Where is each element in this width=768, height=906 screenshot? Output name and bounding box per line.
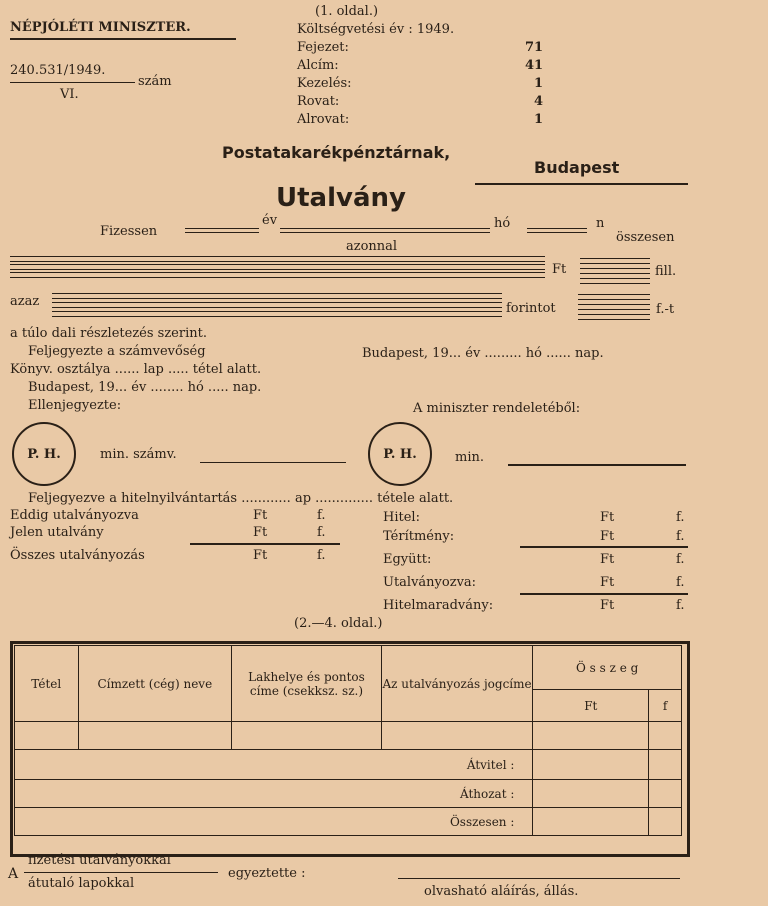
col-jogcim: Az utalványozás jogcíme: [381, 646, 533, 722]
footer-divider: [24, 872, 218, 873]
value-kezeles: 1: [534, 76, 544, 91]
ref-label: szám: [138, 74, 172, 89]
amount-line-3: [10, 272, 545, 278]
eddig-f: f.: [317, 508, 326, 523]
page-ref: (2.—4. oldal.): [294, 616, 383, 631]
hitelmaradvany-ft: Ft: [600, 598, 615, 613]
azaz-line-3: [52, 311, 502, 317]
feljegyezve-text: Feljegyezve a hitelnyilvántartás ............ ap .............. tétele alatt.: [28, 491, 454, 506]
footer-egyeztette: egyeztette :: [228, 866, 306, 881]
athozat-ft: [533, 780, 649, 808]
osszesen-f: [649, 808, 682, 836]
osszes-ft: Ft: [253, 548, 268, 563]
row-cimzett-cell: [78, 722, 232, 750]
value-fejezet: 71: [525, 40, 544, 55]
ft-line-2: [578, 304, 650, 310]
teritmeny-ft: Ft: [600, 529, 615, 544]
right-min-label: min.: [455, 450, 484, 465]
city: Budapest: [534, 158, 620, 177]
ho-label: hó: [494, 216, 511, 231]
items-table: [14, 645, 682, 836]
row-jogcim-cell: [381, 722, 533, 750]
amount-line-1: [10, 256, 545, 262]
right-sum-line: [520, 546, 688, 548]
right-sum-line-2: [520, 593, 688, 595]
addressee: Postatakarékpénztárnak,: [222, 143, 451, 162]
atvitel-label: Átvitel :: [15, 750, 533, 780]
value-rovat: 4: [534, 94, 544, 109]
rendelet-text: A miniszter rendeletéből:: [413, 401, 581, 416]
hitel-label: Hitel:: [383, 510, 420, 525]
ministry-title: NÉPJÓLÉTI MINISZTER.: [10, 20, 191, 35]
row-kezeles: Kezelés:: [297, 76, 352, 91]
left-sum-line: [190, 543, 340, 545]
fizessen-blank-3: [527, 228, 587, 233]
konyv-text: Könyv. osztálya ...... lap ..... tétel alatt.: [10, 362, 262, 377]
col-f: f: [649, 690, 682, 722]
jelen-f: f.: [317, 525, 326, 540]
egyutt-f: f.: [676, 552, 685, 567]
row-ft-cell: [533, 722, 649, 750]
azaz-line-2: [52, 302, 502, 308]
azonnal-label: azonnal: [346, 239, 398, 254]
document-title: Utalvány: [276, 183, 406, 213]
left-date-text: Budapest, 19... év ........ hó ..... nap.: [28, 380, 262, 395]
row-f-cell: [649, 722, 682, 750]
fizessen-label: Fizessen: [100, 224, 158, 239]
ellenjegyezte-text: Ellenjegyezte:: [28, 398, 122, 413]
ft2-label: f.-t: [656, 302, 675, 317]
min-szamv-blank: [200, 462, 346, 463]
left-seal-circle: [12, 422, 76, 486]
right-seal-circle: [368, 422, 432, 486]
ref-sub: VI.: [60, 87, 79, 102]
col-tetel: Tétel: [15, 646, 79, 722]
osszesen-label-row: Összesen :: [15, 808, 533, 836]
footer-a: A: [8, 866, 19, 882]
row-fejezet: Fejezet:: [297, 40, 349, 55]
osszes-label: Összes utalványozás: [10, 548, 145, 563]
right-seal-label: P. H.: [383, 446, 417, 462]
row-alrovat: Alrovat:: [297, 112, 350, 127]
osszesen-label: összesen: [616, 230, 675, 245]
right-date-text: Budapest, 19... év ......... hó ...... nap.: [362, 346, 604, 361]
utalvanyozva-f: f.: [676, 575, 685, 590]
ref-divider: [10, 82, 135, 83]
egyutt-label: Együtt:: [383, 552, 432, 567]
signature-blank: [398, 878, 680, 879]
value-alrovat: 1: [534, 112, 544, 127]
hitelmaradvany-f: f.: [676, 598, 685, 613]
forintot-label: forintot: [506, 301, 556, 316]
fill-line-3: [580, 278, 650, 284]
amount-line-2: [10, 264, 545, 270]
footer-line1: fizetési utalványokkal: [28, 853, 171, 868]
atvitel-ft: [533, 750, 649, 780]
fizessen-blank-2: [280, 228, 490, 233]
hitel-f: f.: [676, 510, 685, 525]
jelen-label: Jelen utalvány: [10, 525, 104, 540]
row-lakhely-cell: [232, 722, 382, 750]
footer-line2: átutaló lapokkal: [28, 876, 135, 891]
left-seal-label: P. H.: [27, 446, 61, 462]
athozat-label: Áthozat :: [15, 780, 533, 808]
col-ft: Ft: [533, 690, 649, 722]
ft-line-1: [578, 294, 650, 300]
ref-number: 240.531/1949.: [10, 63, 106, 78]
col-osszeg: Ö s s z e g: [533, 646, 682, 690]
teritmeny-label: Térítmény:: [383, 529, 455, 544]
ft-label: Ft: [552, 262, 567, 277]
osszes-f: f.: [317, 548, 326, 563]
col-cimzett: Címzett (cég) neve: [78, 646, 232, 722]
fill-line-2: [580, 268, 650, 274]
eddig-label: Eddig utalványozva: [10, 508, 139, 523]
utalvanyozva-ft: Ft: [600, 575, 615, 590]
col-lakhely: Lakhelye és pontos címe (csekksz. sz.): [232, 646, 382, 722]
min-szamv-label: min. számv.: [100, 447, 177, 462]
value-alcim: 41: [525, 58, 544, 73]
city-underline: [475, 183, 688, 185]
fill-line-1: [580, 258, 650, 264]
athozat-f: [649, 780, 682, 808]
budget-year: Költségvetési év : 1949.: [297, 22, 455, 37]
hitel-ft: Ft: [600, 510, 615, 525]
azaz-line-1: [52, 293, 502, 299]
jelen-ft: Ft: [253, 525, 268, 540]
right-min-blank: [508, 464, 686, 466]
n-label: n: [596, 216, 605, 231]
fill-label: fill.: [655, 264, 677, 279]
hitelmaradvany-label: Hitelmaradvány:: [383, 598, 494, 613]
osszesen-ft: [533, 808, 649, 836]
fizessen-blank-1: [185, 228, 259, 233]
row-alcim: Alcím:: [297, 58, 339, 73]
teritmeny-f: f.: [676, 529, 685, 544]
reszletezes-text: a túlo dali részletezés szerint.: [10, 326, 207, 341]
azaz-label: azaz: [10, 294, 40, 309]
atvitel-f: [649, 750, 682, 780]
page-note: (1. oldal.): [315, 4, 379, 19]
ministry-underline: [10, 38, 236, 40]
eddig-ft: Ft: [253, 508, 268, 523]
row-tetel-cell: [15, 722, 79, 750]
utalvanyozva-label: Utalványozva:: [383, 575, 477, 590]
row-rovat: Rovat:: [297, 94, 340, 109]
egyutt-ft: Ft: [600, 552, 615, 567]
ev-label: év: [262, 213, 278, 228]
feljegyezte-text: Feljegyezte a számvevőség: [28, 344, 206, 359]
ft-line-3: [578, 314, 650, 320]
signature-caption: olvasható aláírás, állás.: [424, 884, 579, 899]
